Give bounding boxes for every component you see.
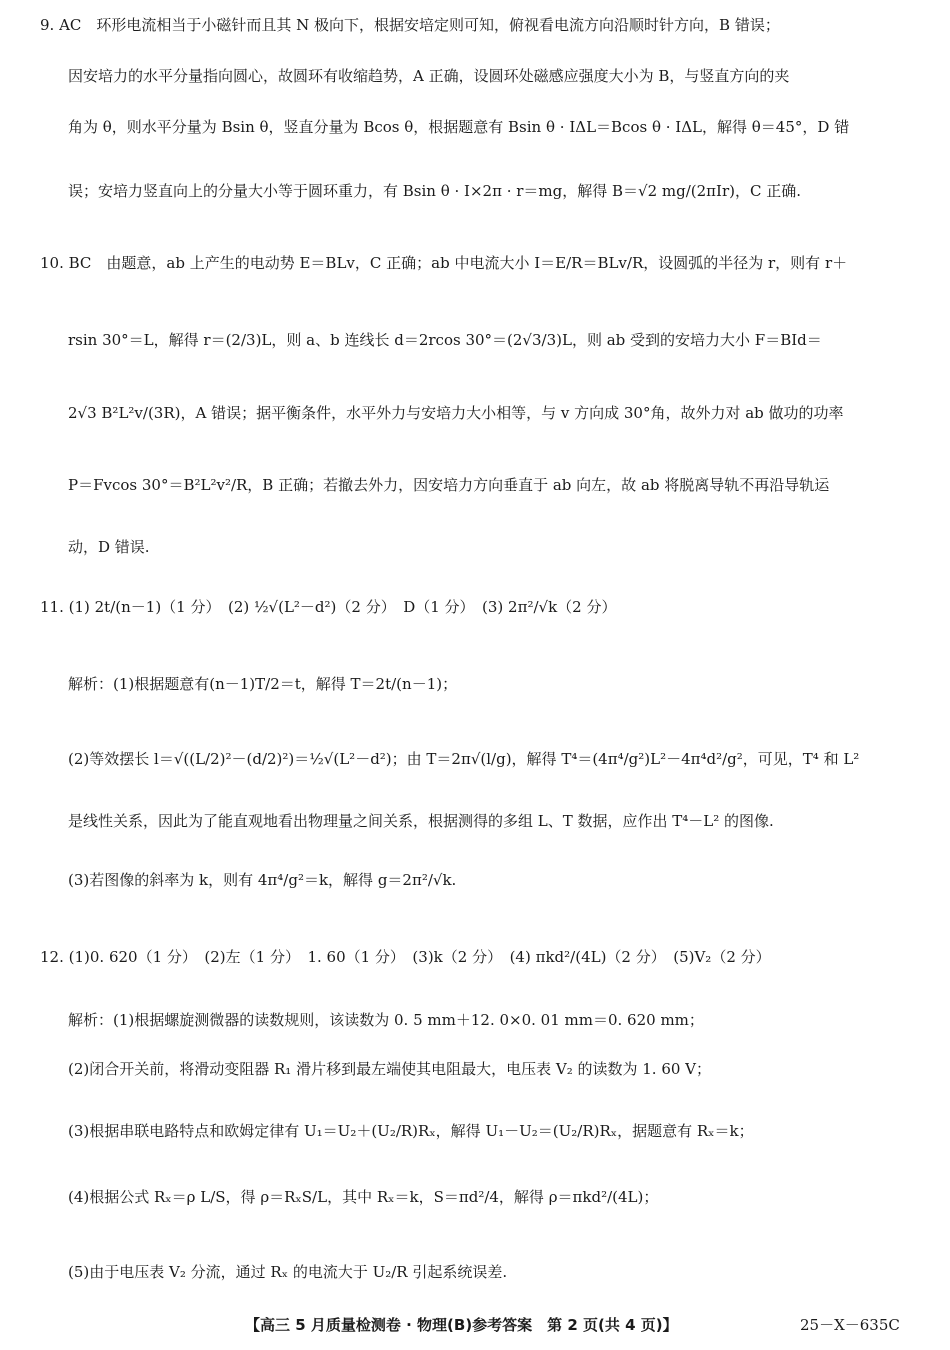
text-line: 11. (1) 2t/(n－1)（1 分） (2) ½√(L²－d²)（2 分） D（1 分） (3) 2π²/√k（2 分） [40,598,617,616]
text-line: 是线性关系，因此为了能直观地看出物理量之间关系，根据测得的多组 L、T 数据，应作出 T⁴－L² 的图像. [68,812,774,830]
text-line: 2√3 B²L²v/(3R)，A 错误；据平衡条件，水平外力与安培力大小相等，与 v 方向成 30°角，故外力对 ab 做功的功率 [68,404,844,422]
text-line: 因安培力的水平分量指向圆心，故圆环有收缩趋势，A 正确，设圆环处磁感应强度大小为 B，与竖直方向的夹 [68,67,790,85]
footer-title: 【高三 5 月质量检测卷 · 物理(B)参考答案 第 2 页(共 4 页)】 [245,1316,678,1334]
text-line: 9. AC 环形电流相当于小磁针而且其 N 极向下，根据安培定则可知，俯视看电流方向沿顺时针方向，B 错误； [40,16,780,34]
text-line: 12. (1)0. 620（1 分） (2)左（1 分） 1. 60（1 分） (3)k（2 分） (4) πkd²/(4L)（2 分） (5)V₂（2 分） [40,948,771,966]
text-line: (3)根据串联电路特点和欧姆定律有 U₁＝U₂＋(U₂/R)Rₓ，解得 U₁－U₂＝(U₂/R)Rₓ，据题意有 Rₓ＝k； [68,1122,754,1140]
footer-code: 25－X－635C [800,1316,900,1334]
text-line: 解析：(1)根据题意有(n－1)T/2＝t，解得 T＝2t/(n－1)； [68,675,458,693]
text-line: 动，D 错误. [68,538,150,556]
text-line: 解析：(1)根据螺旋测微器的读数规则，该读数为 0. 5 mm＋12. 0×0. 01 mm＝0. 620 mm； [68,1011,704,1029]
text-line: rsin 30°＝L，解得 r＝(2/3)L，则 a、b 连线长 d＝2rcos 30°＝(2√3/3)L，则 ab 受到的安培力大小 F＝BId＝ [68,331,822,349]
text-line: (2)闭合开关前，将滑动变阻器 R₁ 滑片移到最左端使其电阻最大，电压表 V₂ 的读数为 1. 60 V； [68,1060,712,1078]
text-line: (3)若图像的斜率为 k，则有 4π⁴/g²＝k，解得 g＝2π²/√k. [68,871,457,889]
text-line: (2)等效摆长 l＝√((L/2)²－(d/2)²)＝½√(L²－d²)；由 T＝2π√(l/g)，解得 T⁴＝(4π⁴/g²)L²－4π⁴d²/g²，可见，T⁴ 和 L² [68,750,860,768]
text-line: (5)由于电压表 V₂ 分流，通过 Rₓ 的电流大于 U₂/R 引起系统误差. [68,1263,508,1281]
text-line: 10. BC 由题意，ab 上产生的电动势 E＝BLv，C 正确；ab 中电流大小 I＝E/R＝BLv/R，设圆弧的半径为 r，则有 r＋ [40,254,848,272]
text-line: 误；安培力竖直向上的分量大小等于圆环重力，有 Bsin θ · I×2π · r＝mg，解得 B＝√2 mg/(2πIr)，C 正确. [68,182,802,200]
text-line: 角为 θ，则水平分量为 Bsin θ，竖直分量为 Bcos θ，根据题意有 Bsin θ · IΔL＝Bcos θ · IΔL，解得 θ＝45°，D 错 [68,118,850,136]
text-line: P＝Fvcos 30°＝B²L²v²/R，B 正确；若撤去外力，因安培力方向垂直于 ab 向左，故 ab 将脱离导轨不再沿导轨运 [68,476,830,494]
text-line: (4)根据公式 Rₓ＝ρ L/S，得 ρ＝RₓS/L，其中 Rₓ＝k，S＝πd²/4，解得 ρ＝πkd²/(4L)； [68,1188,659,1206]
